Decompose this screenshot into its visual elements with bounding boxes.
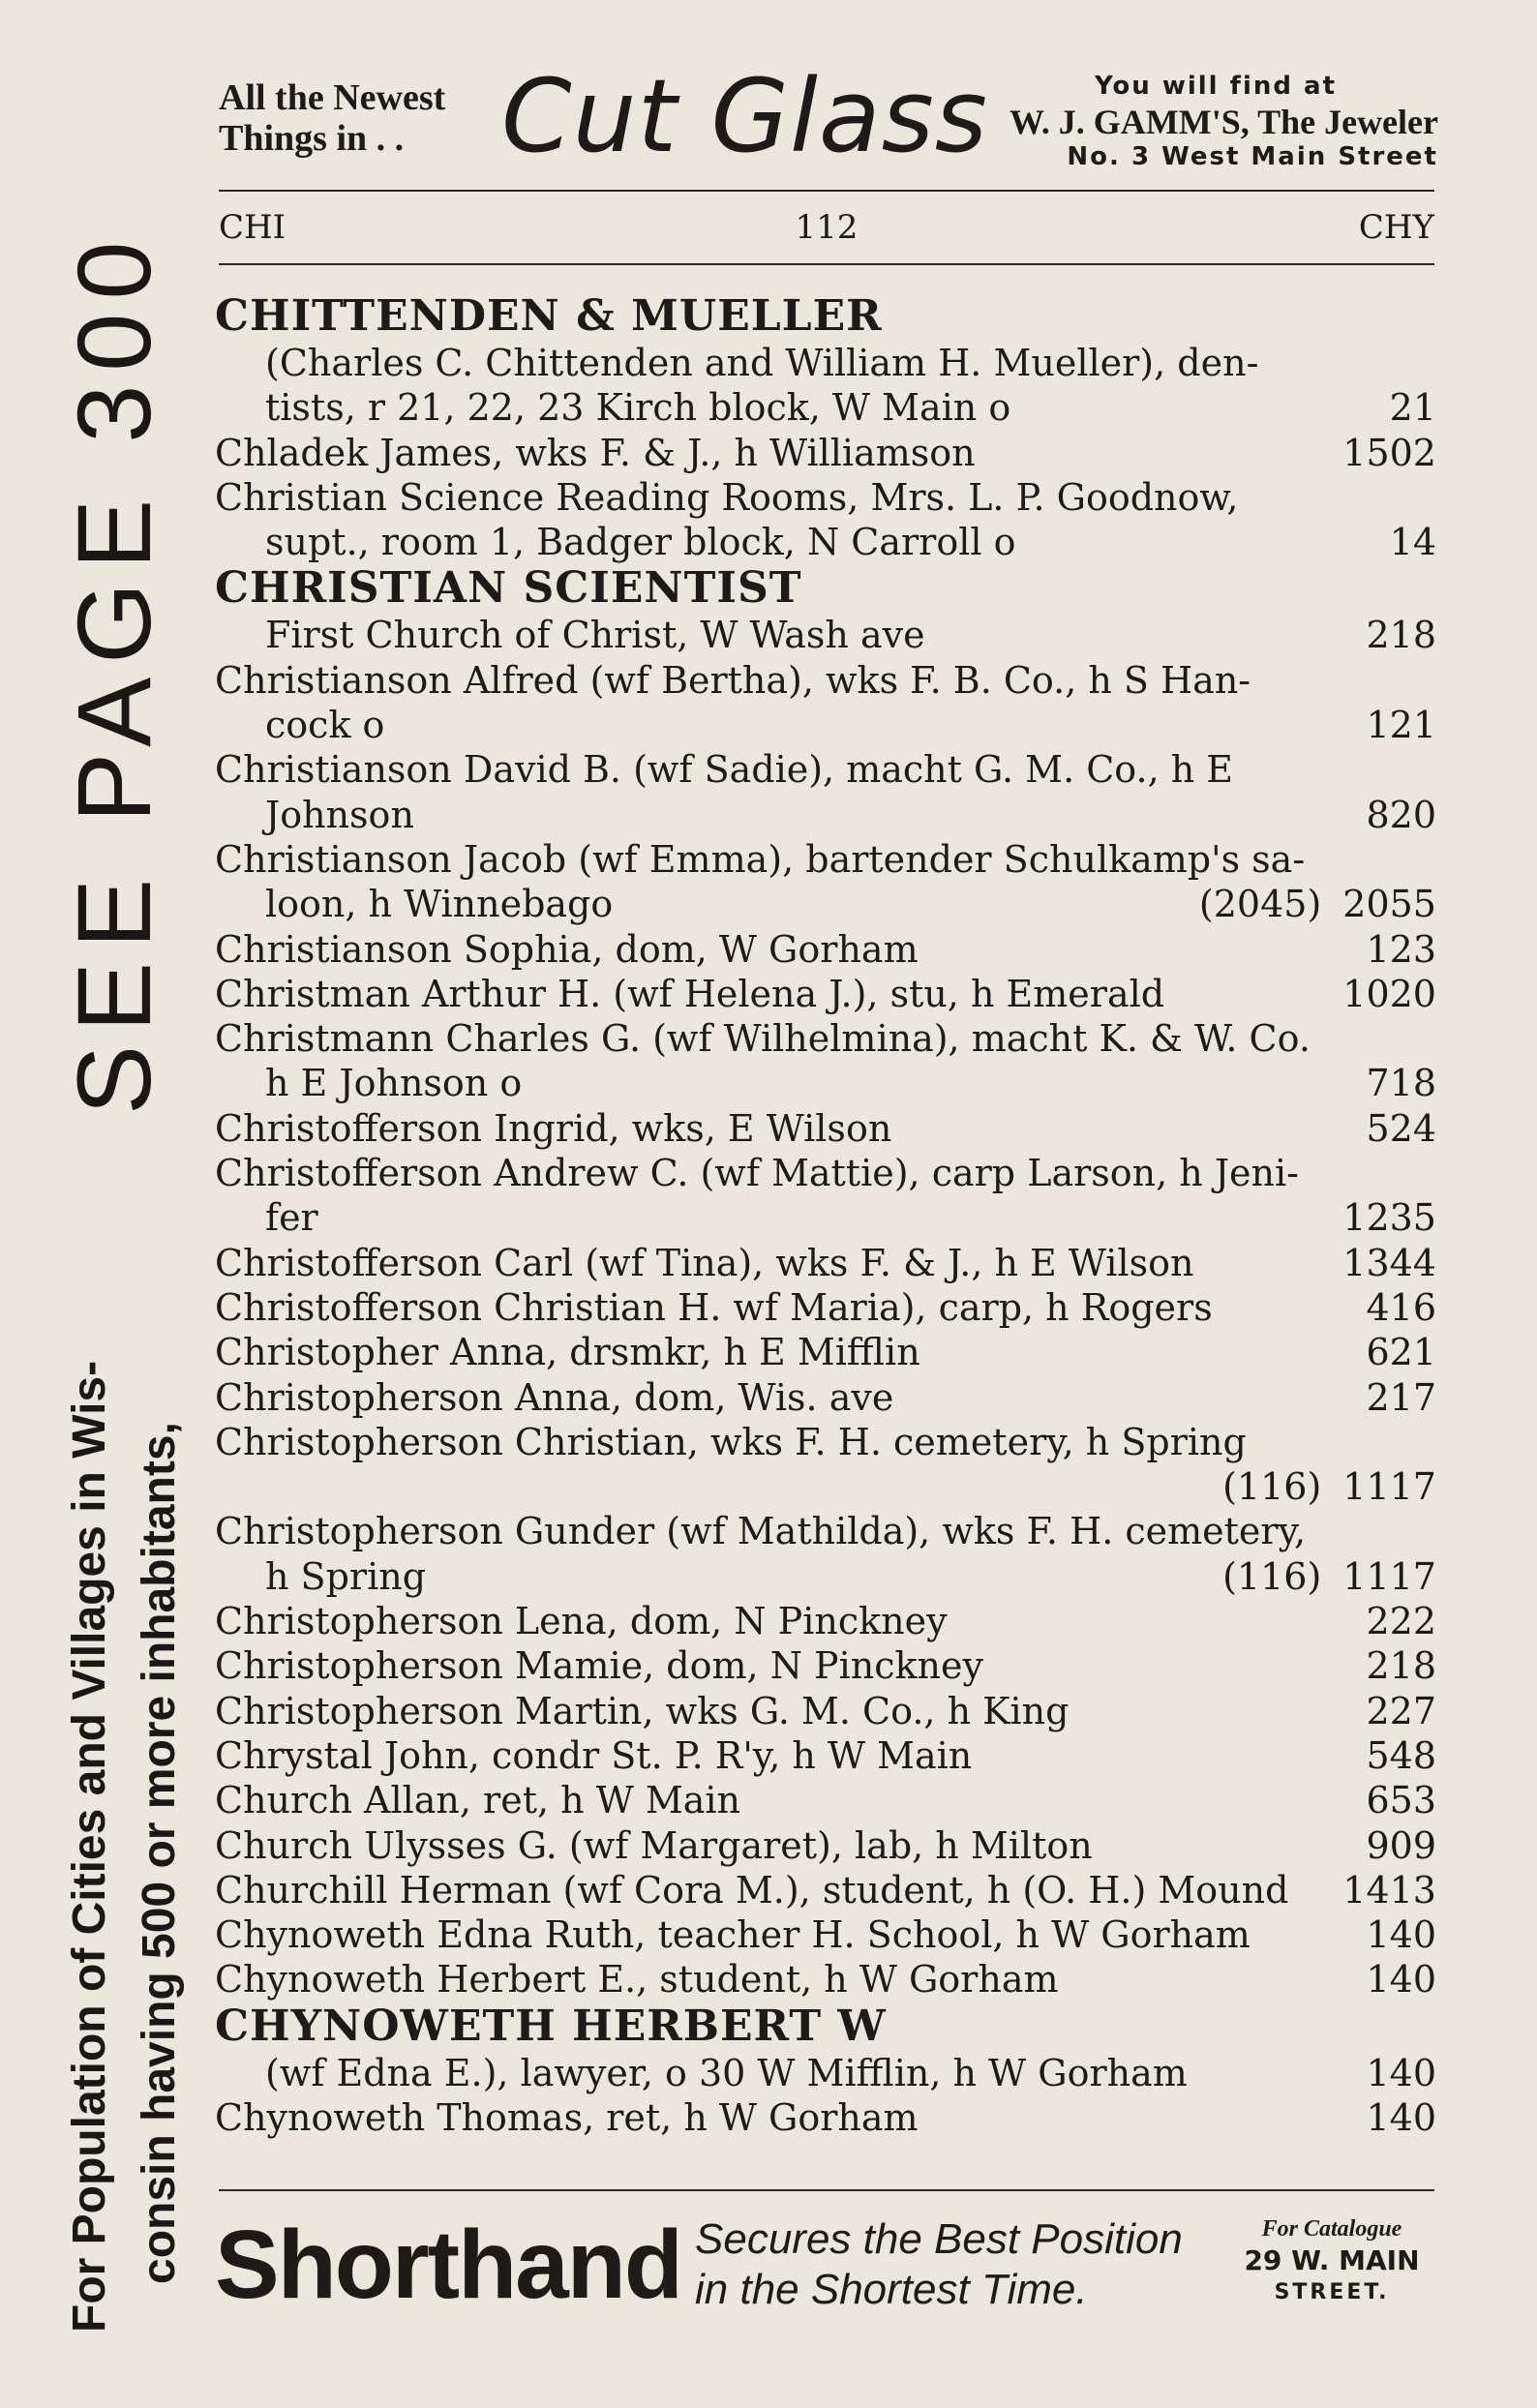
entry-text: Christianson Jacob (wf Emma), bartender Schulkamp's sa- [215, 837, 1306, 881]
entry-number [1366, 1733, 1436, 1778]
entry-text: supt., room 1, Badger block, N Carroll o [265, 521, 1016, 564]
entry-text: Christopherson Christian, wks F. H. cemetery, h Spring [215, 1420, 1247, 1463]
entry-line [215, 1823, 1436, 1868]
entry-phone-number: 14 [1389, 521, 1436, 564]
entry-text: Christianson Alfred (wf Bertha), wks F. B. Co., h S Han- [215, 658, 1251, 702]
entry-phone-number: 1020 [1342, 972, 1436, 1015]
entry-phone-number: 218 [1366, 1644, 1436, 1688]
entry-text: fer [265, 1196, 318, 1240]
entry-line [215, 1778, 1436, 1822]
entry-text: Christian Science Reading Rooms, Mrs. L. P. Goodnow, [215, 475, 1239, 519]
entry-text: Chynoweth Herbert E., student, h W Gorham [215, 1958, 1059, 2002]
entry-text: Christman Arthur H. (wf Helena J.), stu, h Emerald [215, 972, 1165, 1015]
entry-number [1366, 1912, 1436, 1957]
entry-number [1342, 972, 1436, 1016]
entry-line [215, 1375, 1436, 1420]
entry-phone-number: 1344 [1342, 1241, 1436, 1284]
entry-text: Chladek James, wks F. & J., h Williamson [215, 431, 976, 474]
entry-phone-number: 123 [1366, 927, 1436, 971]
entry-phone-number: 1413 [1342, 1868, 1436, 1911]
entry-number [1366, 1330, 1436, 1374]
entry-text: Christopherson Mamie, dom, N Pinckney [215, 1644, 983, 1688]
entry-text: Chrystal John, condr St. P. R'y, h W Main [215, 1733, 973, 1777]
entry-line [215, 703, 1436, 747]
entry-line [215, 1554, 1436, 1599]
bottom-ad-address-line-1: For Catalogue [1261, 2216, 1402, 2242]
entry-line [215, 341, 1436, 385]
entry-text: loon, h Winnebago [265, 883, 614, 926]
entry-line [215, 1195, 1436, 1240]
entry-heading: CHITTENDEN & MUELLER [215, 291, 883, 341]
entry-line [215, 1643, 1436, 1688]
entry-number [1342, 1868, 1436, 1912]
entry-text: (wf Edna E.), lawyer, o 30 W Mifflin, h W Gorham [265, 2051, 1188, 2094]
entry-phone-number: 653 [1366, 1779, 1436, 1822]
entry-text: Christopher Anna, drsmkr, h E Mifflin [215, 1331, 920, 1374]
page-number: 112 [795, 208, 859, 247]
entry-text: Christofferson Carl (wf Tina), wks F. & J., h E Wilson [215, 1241, 1194, 1284]
entry-text: h E Johnson o [265, 1062, 523, 1105]
bottom-ad-address-line-3: STREET. [1274, 2280, 1390, 2304]
entry-number [1366, 793, 1436, 837]
entry-line [215, 658, 1436, 703]
entry-number [1366, 1689, 1436, 1733]
entry-line [215, 882, 1436, 926]
entry-number [1366, 1957, 1436, 2002]
entry-old-number: (116) [1222, 1554, 1322, 1598]
entry-text: Christopherson Anna, dom, Wis. ave [215, 1375, 894, 1419]
entry-text: Christofferson Andrew C. (wf Mattie), carp Larson, h Jeni- [215, 1152, 1300, 1195]
entry-text: Christofferson Christian H. wf Maria), carp, h Rogers [215, 1285, 1213, 1329]
entry-line [215, 1151, 1436, 1195]
top-ad-right [993, 70, 1438, 172]
entry-text: Christofferson Ingrid, wks, E Wilson [215, 1106, 892, 1150]
entry-line [215, 2051, 1436, 2095]
entry-line [215, 431, 1436, 475]
bottom-ad-slogan-line-1: Secures the Best Position [695, 2215, 1183, 2263]
top-ad-right-line-2: W. J. GAMM'S, The Jeweler [1010, 103, 1438, 141]
entry-number [1366, 1823, 1436, 1868]
entry-heading: CHYNOWETH HERBERT W [215, 2001, 887, 2051]
entry-number [1390, 385, 1436, 430]
entry-number [1366, 1106, 1436, 1151]
entry-line [215, 1061, 1436, 1105]
header-left-guide: CHI [219, 208, 286, 247]
entry-phone-number: 820 [1366, 793, 1436, 836]
entry-text: tists, r 21, 22, 23 Kirch block, W Main o [265, 386, 1011, 430]
entry-text: Church Allan, ret, h W Main [215, 1779, 741, 1822]
entry-text: Christianson David B. (wf Sadie), macht G. M. Co., h E [215, 748, 1234, 792]
entry-number [1366, 613, 1436, 657]
entry-number [1366, 1375, 1436, 1420]
entry-line [215, 793, 1436, 837]
entry-phone-number: 621 [1366, 1331, 1436, 1374]
bottom-ad-address [1227, 2214, 1436, 2307]
entry-line [215, 747, 1436, 792]
entry-phone-number: 140 [1366, 1913, 1436, 1957]
entry-text: Christopherson Martin, wks G. M. Co., h King [215, 1689, 1070, 1732]
entry-line [215, 520, 1436, 564]
entry-phone-number: 416 [1366, 1285, 1436, 1329]
entry-number [1222, 1464, 1436, 1509]
entry-phone-number: 227 [1366, 1689, 1436, 1732]
entry-number [1199, 882, 1436, 926]
bottom-ad-slogan-line-2: in the Shortest Time. [695, 2266, 1088, 2313]
entry-phone-number: 21 [1389, 386, 1436, 430]
side-ad-line-2: consin having 500 or more inhabitants, [134, 1422, 185, 2284]
header-rule [219, 263, 1434, 265]
entry-phone-number: 1502 [1342, 431, 1436, 474]
entry-phone-number: 548 [1366, 1733, 1436, 1777]
entry-phone-number: 222 [1366, 1600, 1436, 1643]
side-ad-line-1: For Population of Cities and Villages in Wis- [64, 1360, 115, 2333]
top-rule [219, 190, 1434, 192]
entry-number [1342, 1195, 1436, 1240]
entry-line [215, 1599, 1436, 1643]
entry-number [1342, 1241, 1436, 1285]
top-ad-main: Cut Glass [501, 57, 988, 175]
top-ad-left-line-1: All the Newest [219, 77, 446, 118]
entry-line [215, 927, 1436, 972]
entry-line [215, 1241, 1436, 1285]
entry-number [1390, 520, 1436, 564]
entry-phone-number: 121 [1366, 704, 1436, 747]
entry-text: Christopherson Gunder (wf Mathilda), wks F. H. cemetery, [215, 1510, 1307, 1553]
entry-phone-number: 140 [1366, 2095, 1436, 2139]
entry-line [215, 1912, 1436, 1957]
entry-line [215, 385, 1436, 430]
top-ad-right-line-1: You will find at [1094, 72, 1338, 101]
entry-text: (Charles C. Chittenden and William H. Mueller), den- [265, 342, 1259, 384]
entry-line [215, 1868, 1436, 1912]
entry-text: First Church of Christ, W Wash ave [265, 614, 925, 657]
entry-text: Church Ulysses G. (wf Margaret), lab, h Milton [215, 1823, 1093, 1867]
entry-phone-number: 217 [1366, 1375, 1436, 1419]
top-ad-left [219, 77, 499, 159]
top-ad-right-line-3: No. 3 West Main Street [1067, 142, 1438, 171]
entry-number [1366, 1061, 1436, 1105]
entry-number [1366, 1285, 1436, 1330]
entry-number [1366, 1778, 1436, 1822]
entry-text: Chynoweth Edna Ruth, teacher H. School, h W Gorham [215, 1913, 1251, 1957]
entry-line [215, 475, 1436, 520]
bottom-ad-slogan [695, 2214, 1237, 2315]
entry-phone-number: 218 [1366, 614, 1436, 657]
entry-text: Christmann Charles G. (wf Wilhelmina), macht K. & W. Co. [215, 1017, 1311, 1061]
entry-line [215, 1285, 1436, 1330]
entry-line [215, 1420, 1436, 1464]
page-header [219, 208, 1434, 251]
entry-phone-number: 1235 [1342, 1196, 1436, 1240]
entry-phone-number: 2055 [1342, 883, 1436, 926]
entry-text: h Spring [265, 1554, 427, 1598]
entry-line [215, 1464, 1436, 1509]
directory-entries [215, 292, 1436, 2140]
entry-line [215, 1509, 1436, 1553]
entry-old-number: (116) [1222, 1465, 1322, 1509]
entry-text: Chynoweth Thomas, ret, h W Gorham [215, 2095, 919, 2139]
entry-phone-number: 524 [1366, 1106, 1436, 1150]
entry-line [215, 1106, 1436, 1151]
entry-text: cock o [265, 704, 385, 747]
entry-number [1366, 1643, 1436, 1688]
entry-text: Christianson Sophia, dom, W Gorham [215, 927, 919, 971]
entry-line [215, 1330, 1436, 1374]
bottom-ad-main: Shorthand [215, 2211, 681, 2319]
entry-line [215, 1016, 1436, 1061]
entry-phone-number: 909 [1366, 1823, 1436, 1867]
top-ad-left-line-2: Things in . . [219, 118, 405, 159]
header-right-guide: CHY [1358, 208, 1434, 247]
bottom-rule [219, 2189, 1434, 2191]
entry-phone-number: 1117 [1342, 1465, 1436, 1509]
side-ad-see-page: SEE PAGE 300 [55, 227, 172, 1115]
entry-old-number: (2045) [1198, 883, 1322, 926]
entry-heading: CHRISTIAN SCIENTIST [215, 563, 802, 614]
entry-line [215, 1957, 1436, 2002]
entry-phone-number: 140 [1366, 2051, 1436, 2094]
entry-number [1366, 2051, 1436, 2095]
entry-phone-number: 1117 [1342, 1554, 1436, 1598]
entry-line [215, 1733, 1436, 1778]
bottom-ad-address-line-2: 29 W. MAIN [1244, 2244, 1420, 2276]
entry-text: Churchill Herman (wf Cora M.), student, h (O. H.) Mound [215, 1868, 1289, 1911]
entry-line [215, 2095, 1436, 2140]
entry-phone-number: 140 [1366, 1958, 1436, 2002]
entry-text: Johnson [265, 793, 414, 836]
entry-number [1366, 1599, 1436, 1643]
entry-text: Christopherson Lena, dom, N Pinckney [215, 1600, 948, 1643]
entry-number [1342, 431, 1436, 475]
entry-line [215, 972, 1436, 1016]
entry-number [1366, 927, 1436, 972]
entry-number [1366, 2095, 1436, 2140]
top-advertisement [219, 58, 1438, 184]
bottom-advertisement [215, 2207, 1436, 2333]
entry-line [215, 837, 1436, 882]
entry-number [1222, 1554, 1436, 1599]
entry-line [215, 1689, 1436, 1733]
entry-phone-number: 718 [1366, 1062, 1436, 1105]
entry-number [1366, 703, 1436, 747]
entry-line [215, 613, 1436, 657]
